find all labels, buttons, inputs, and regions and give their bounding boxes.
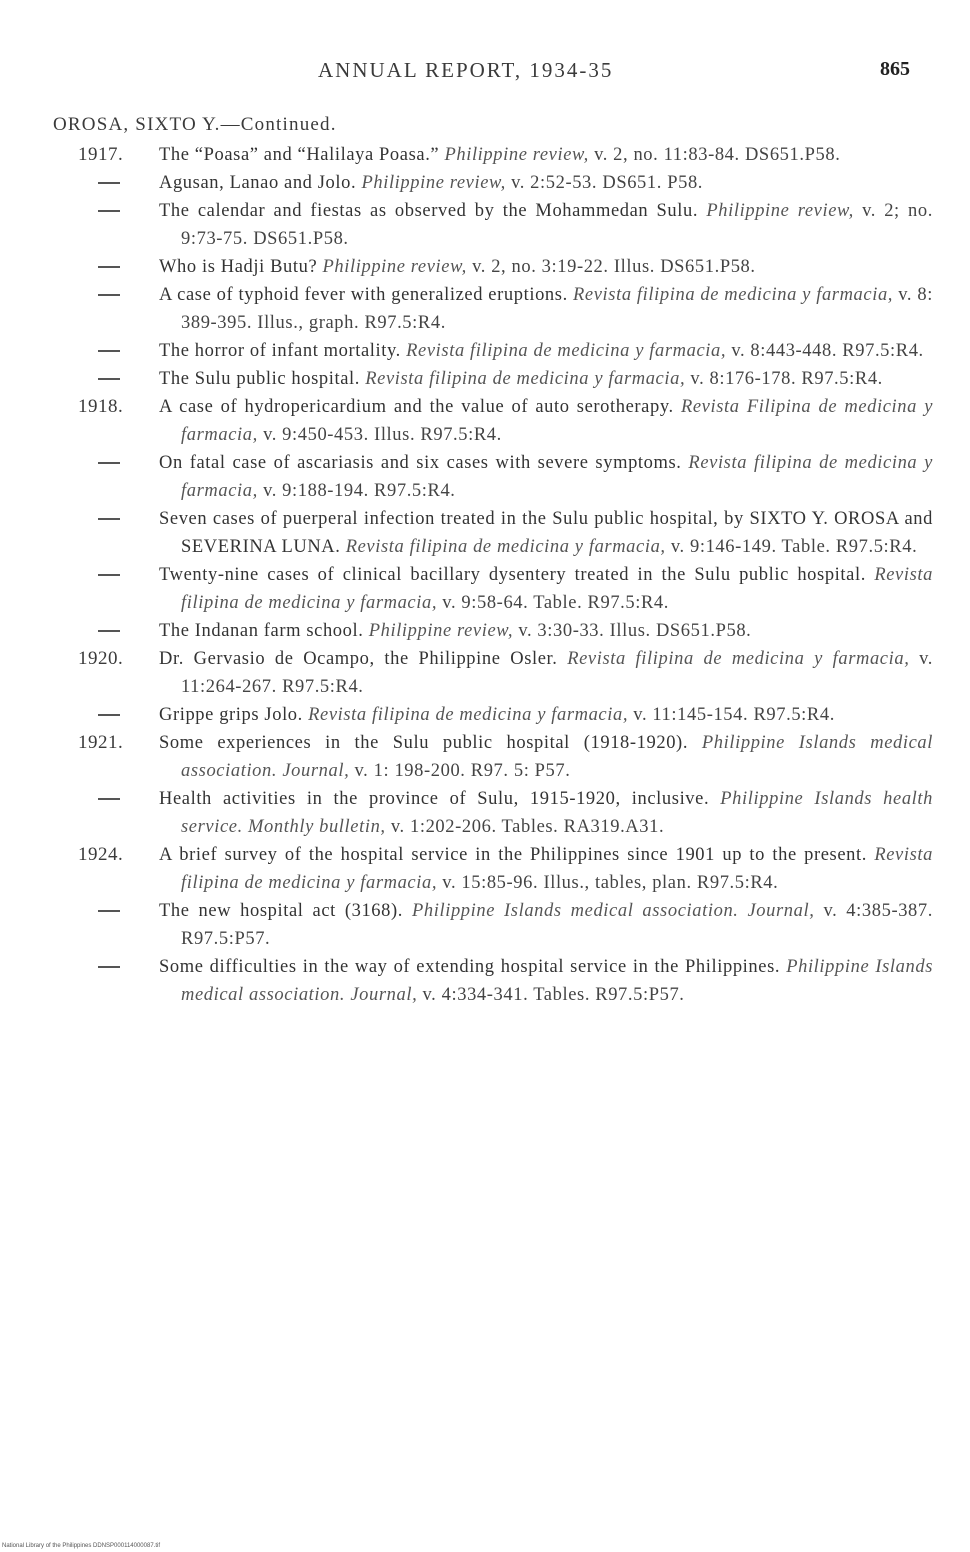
entry-text xyxy=(159,897,933,953)
entry-text xyxy=(159,253,933,281)
bibliography-entry xyxy=(0,617,970,645)
running-header xyxy=(0,58,970,88)
ditto-dash xyxy=(98,294,120,296)
entry-citation: v. 8: 389-395. Illus., graph. R97.5:R4. xyxy=(181,285,933,333)
bibliography-entry xyxy=(0,197,970,253)
bibliography-list xyxy=(0,141,970,1009)
entry-text xyxy=(159,505,933,561)
entry-citation: v. 11:264-267. R97.5:R4. xyxy=(181,649,933,697)
entry-citation: v. 9:450-453. Illus. R97.5:R4. xyxy=(263,425,502,445)
entry-year: 1920. xyxy=(78,648,124,669)
entry-publication: Revista filipina de medicina y farmacia, xyxy=(181,845,933,893)
entry-title: Seven cases of puerperal infection treated in the Sulu public hospital, by SIXTO Y. OROSA and SEVERINA LUNA. xyxy=(159,509,933,557)
entry-title: The new hospital act (3168). xyxy=(159,901,412,921)
entry-title: Some experiences in the Sulu public hospital (1918-1920). xyxy=(159,733,702,753)
entry-text xyxy=(159,281,933,337)
entry-publication: Revista filipina de medicina y farmacia, xyxy=(181,453,933,501)
bibliography-entry xyxy=(0,729,970,785)
entry-title: The horror of infant mortality. xyxy=(159,341,407,361)
entry-title: Dr. Gervasio de Ocampo, the Philippine Osler. xyxy=(159,649,568,669)
ditto-dash xyxy=(98,266,120,268)
bibliography-entry xyxy=(0,253,970,281)
entry-title: Twenty-nine cases of clinical bacillary dysentery treated in the Sulu public hospital. xyxy=(159,565,875,585)
entry-year: 1924. xyxy=(78,844,124,865)
entry-publication: Revista filipina de medicina y farmacia, xyxy=(181,565,933,613)
entry-publication: Philippine review, xyxy=(322,257,473,277)
entry-publication: Revista Filipina de medicina y farmacia, xyxy=(181,397,934,445)
entry-publication: Revista filipina de medicina y farmacia, xyxy=(406,341,732,361)
entry-citation: v. 2, no. 3:19-22. Illus. DS651.P58. xyxy=(472,257,756,277)
entry-title: A case of hydropericardium and the value of auto serotherapy. xyxy=(159,397,681,417)
entry-citation: v. 8:176-178. R97.5:R4. xyxy=(690,369,883,389)
ditto-dash xyxy=(98,182,120,184)
entry-publication: Revista filipina de medicina y farmacia, xyxy=(567,649,920,669)
entry-title: A case of typhoid fever with generalized eruptions. xyxy=(159,285,574,305)
entry-citation: v. 2; no. 9:73-75. DS651.P58. xyxy=(181,201,933,249)
entry-publication: Philippine review, xyxy=(361,173,512,193)
entry-text xyxy=(159,141,933,169)
entry-title: The “Poasa” and “Halilaya Poasa.” xyxy=(159,145,445,165)
entry-title: Health activities in the province of Sulu, 1915-1920, inclusive. xyxy=(159,789,721,809)
entry-text xyxy=(159,561,933,617)
entry-title: Who is Hadji Butu? xyxy=(159,257,323,277)
author-heading: OROSA, SIXTO Y.—Continued. xyxy=(53,114,337,135)
ditto-dash xyxy=(98,574,120,576)
entry-year: 1921. xyxy=(78,732,124,753)
entry-text xyxy=(159,337,933,365)
entry-text xyxy=(159,785,933,841)
entry-publication: Philippine review, xyxy=(706,201,863,221)
header-title: ANNUAL REPORT, 1934-35 xyxy=(318,58,614,82)
entry-publication: Revista filipina de medicina y farmacia, xyxy=(345,537,671,557)
bibliography-entry xyxy=(0,169,970,197)
entry-citation: v. 2, no. 11:83-84. DS651.P58. xyxy=(594,145,841,165)
entry-year: 1918. xyxy=(78,396,124,417)
entry-citation: v. 1: 198-200. R97. 5: P57. xyxy=(354,761,571,781)
entry-text xyxy=(159,953,933,1009)
entry-title: The Sulu public hospital. xyxy=(159,369,366,389)
entry-publication: Revista filipina de medicina y farmacia, xyxy=(308,705,634,725)
entry-publication: Philippine review, xyxy=(444,145,595,165)
entry-title: Agusan, Lanao and Jolo. xyxy=(159,173,362,193)
bibliography-entry xyxy=(0,701,970,729)
bibliography-entry xyxy=(0,645,970,701)
entry-citation: v. 15:85-96. Illus., tables, plan. R97.5:R4. xyxy=(442,873,779,893)
entry-text xyxy=(159,449,933,505)
ditto-dash xyxy=(98,966,120,968)
entry-citation: v. 4:385-387. R97.5:P57. xyxy=(181,901,933,949)
bibliography-entry xyxy=(0,393,970,449)
ditto-dash xyxy=(98,378,120,380)
page-number: 865 xyxy=(880,58,910,80)
bibliography-entry xyxy=(0,337,970,365)
ditto-dash xyxy=(98,350,120,352)
entry-title: On fatal case of ascariasis and six cases with severe symptoms. xyxy=(159,453,689,473)
entry-citation: v. 11:145-154. R97.5:R4. xyxy=(633,705,835,725)
footer-source: National Library of the Philippines DDNSP000114000087.tif xyxy=(2,1543,160,1549)
ditto-dash xyxy=(98,910,120,912)
bibliography-entry xyxy=(0,561,970,617)
entry-publication: Philippine Islands medical association. Journal, xyxy=(181,957,933,1005)
ditto-dash xyxy=(98,630,120,632)
entry-text xyxy=(159,617,933,645)
entry-text xyxy=(159,393,933,449)
entry-text xyxy=(159,365,933,393)
entry-text xyxy=(159,169,933,197)
entry-title: The calendar and fiestas as observed by the Mohammedan Sulu. xyxy=(159,201,707,221)
ditto-dash xyxy=(98,714,120,716)
entry-text xyxy=(159,729,933,785)
entry-title: The Indanan farm school. xyxy=(159,621,369,641)
entry-publication: Philippine Islands medical association. Journal, xyxy=(411,901,824,921)
entry-publication: Philippine review, xyxy=(368,621,519,641)
bibliography-entry xyxy=(0,281,970,337)
bibliography-entry xyxy=(0,897,970,953)
entry-text xyxy=(159,701,933,729)
bibliography-entry xyxy=(0,953,970,1009)
entry-title: A brief survey of the hospital service in the Philippines since 1901 up to the present. xyxy=(159,845,875,865)
entry-citation: v. 9:188-194. R97.5:R4. xyxy=(263,481,456,501)
entry-text xyxy=(159,197,933,253)
ditto-dash xyxy=(98,518,120,520)
bibliography-entry xyxy=(0,365,970,393)
entry-text xyxy=(159,841,933,897)
entry-publication: Philippine Islands health service. Monthly bulletin, xyxy=(181,789,933,837)
bibliography-entry xyxy=(0,785,970,841)
entry-publication: Philippine Islands medical association. Journal, xyxy=(181,733,934,781)
ditto-dash xyxy=(98,210,120,212)
bibliography-entry xyxy=(0,505,970,561)
entry-citation: v. 9:58-64. Table. R97.5:R4. xyxy=(442,593,670,613)
entry-publication: Revista filipina de medicina y farmacia, xyxy=(573,285,899,305)
bibliography-entry xyxy=(0,141,970,169)
entry-title: Some difficulties in the way of extending hospital service in the Philippines. xyxy=(159,957,787,977)
entry-citation: v. 2:52-53. DS651. P58. xyxy=(511,173,704,193)
ditto-dash xyxy=(98,462,120,464)
entry-citation: v. 4:334-341. Tables. R97.5:P57. xyxy=(422,985,685,1005)
entry-citation: v. 9:146-149. Table. R97.5:R4. xyxy=(670,537,918,557)
entry-title: Grippe grips Jolo. xyxy=(159,705,309,725)
ditto-dash xyxy=(98,798,120,800)
entry-publication: Revista filipina de medicina y farmacia, xyxy=(365,369,691,389)
entry-citation: v. 8:443-448. R97.5:R4. xyxy=(731,341,924,361)
entry-year: 1917. xyxy=(78,144,124,165)
entry-citation: v. 3:30-33. Illus. DS651.P58. xyxy=(518,621,752,641)
entry-citation: v. 1:202-206. Tables. RA319.A31. xyxy=(390,817,665,837)
bibliography-entry xyxy=(0,449,970,505)
entry-text xyxy=(159,645,933,701)
bibliography-entry xyxy=(0,841,970,897)
